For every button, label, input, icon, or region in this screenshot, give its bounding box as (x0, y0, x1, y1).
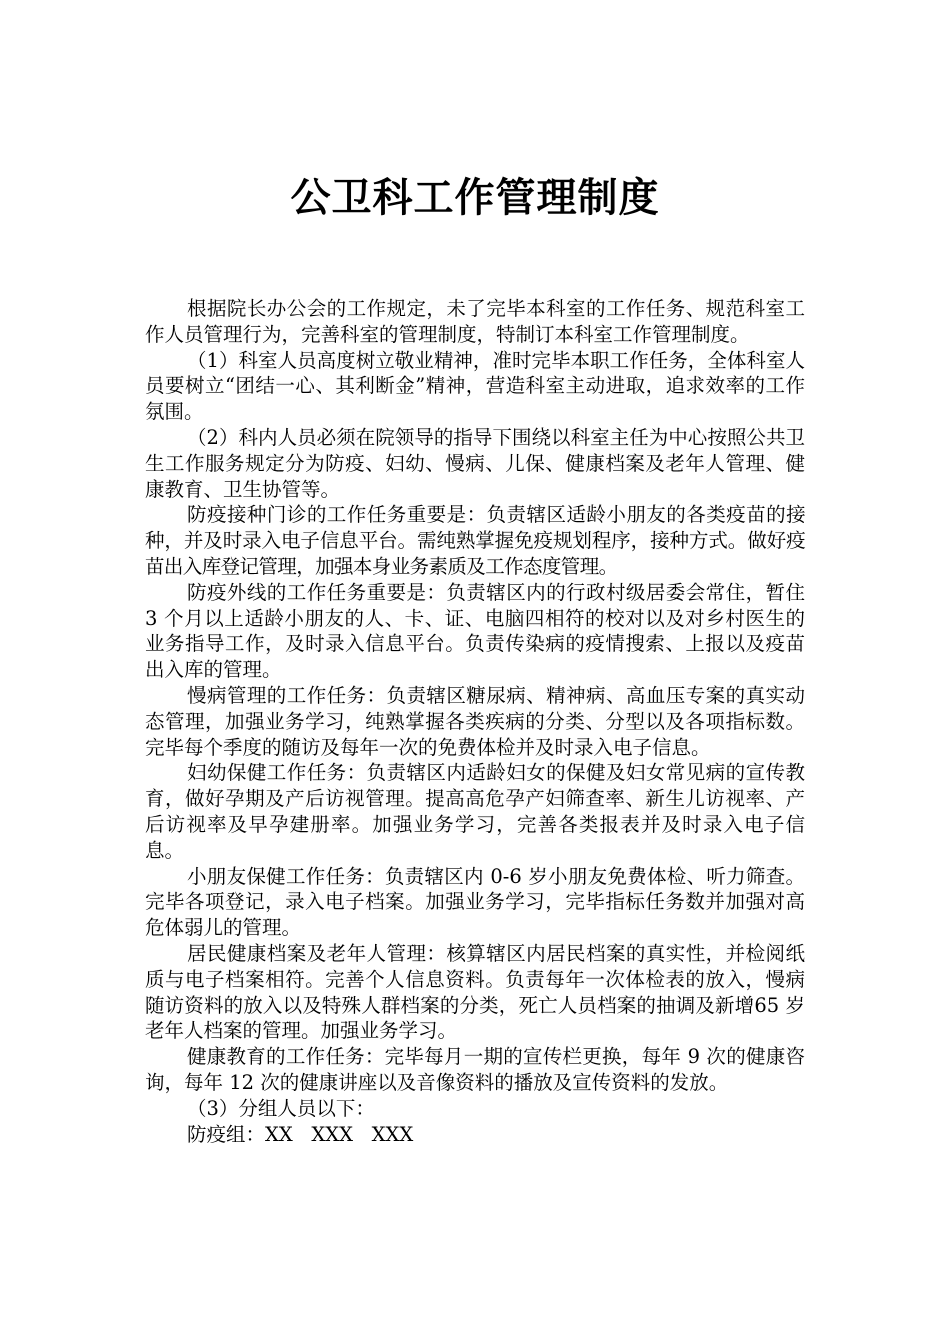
document-title: 公卫科工作管理制度 (290, 174, 660, 221)
paragraph-vaccination-outreach: 防疫外线的工作任务重要是：负责辖区内的行政村级居委会常住，暂住 3 个月以上适龄小朋友的人、卡、证、电脑四相符的校对以及对乡村医生的业务指导工作，及时录入信息平台。负责传染病的疫情搜索、上报以及疫苗出入库的管理。 (145, 580, 805, 682)
paragraph-item-2: （2）科内人员必须在院领导的指导下围绕以科室主任为中心按照公共卫生工作服务规定分为防疫、妇幼、慢病、儿保、健康档案及老年人管理、健康教育、卫生协管等。 (145, 425, 805, 501)
paragraph-maternal-health: 妇幼保健工作任务：负责辖区内适龄妇女的保健及妇女常见病的宣传教育，做好孕期及产后访视管理。提高高危孕产妇筛查率、新生儿访视率、产后访视率及早孕建册率。加强业务学习，完善各类报表并及时录入电子信息。 (145, 761, 805, 862)
paragraph-item-3: （3）分组人员以下： (187, 1096, 375, 1120)
paragraph-child-health: 小朋友保健工作任务：负责辖区内 0-6 岁小朋友免费体检、听力筛查。完毕各项登记，录入电子档案。加强业务学习，完毕指标任务数并加强对高危体弱儿的管理。 (145, 864, 805, 940)
document-body (145, 296, 805, 1147)
paragraph-intro: 根据院长办公会的工作规定，未了完毕本科室的工作任务、规范科室工作人员管理行为，完善科室的管理制度，特制订本科室工作管理制度。 (145, 297, 805, 346)
paragraph-vaccination-group: 防疫组：XX XXX XXX (187, 1122, 414, 1146)
paragraph-chronic-disease: 慢病管理的工作任务：负责辖区糖尿病、精神病、高血压专案的真实动态管理，加强业务学习，纯熟掌握各类疾病的分类、分型以及各项指标数。完毕每个季度的随访及每年一次的免费体检并及时录入电子信息。 (145, 683, 805, 759)
paragraph-vaccination-clinic: 防疫接种门诊的工作任务重要是：负责辖区适龄小朋友的各类疫苗的接种，并及时录入电子信息平台。需纯熟掌握免疫规划程序，接种方式。做好疫苗出入库登记管理，加强本身业务素质及工作态度管理。 (145, 503, 805, 578)
paragraph-health-records: 居民健康档案及老年人管理：核算辖区内居民档案的真实性，并检阅纸质与电子档案相符。完善个人信息资料。负责每年一次体检表的放入，慢病随访资料的放入以及特殊人群档案的分类，死亡人员档案的抽调及新增65 岁老年人档案的管理。加强业务学习。 (145, 941, 805, 1043)
paragraph-health-education: 健康教育的工作任务：完毕每月一期的宣传栏更换，每年 9 次的健康咨询，每年 12 次的健康讲座以及音像资料的播放及宣传资料的发放。 (145, 1045, 805, 1094)
paragraph-item-1: （1）科室人员高度树立敬业精神，准时完毕本职工作任务，全体科室人员要树立“团结一心、其利断金”精神，营造科室主动进取，追求效率的工作氛围。 (145, 348, 805, 424)
